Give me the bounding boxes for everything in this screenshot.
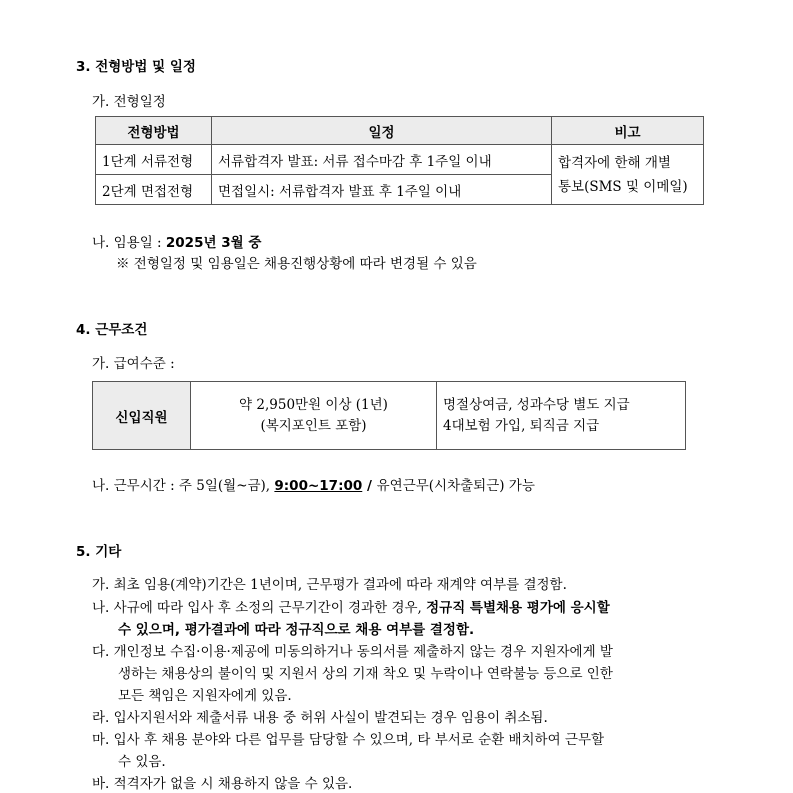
- note-line-1: 합격자에 한해 개별: [558, 154, 671, 171]
- salary-table: [92, 381, 686, 450]
- schedule-subheading: 가. 전형일정: [92, 94, 166, 110]
- working-hours-time: 9:00~17:00: [274, 478, 363, 494]
- misc-item-na-line1: [92, 596, 610, 616]
- section-5-heading: 5. 기타: [76, 544, 122, 560]
- misc-item-ga: 가. 최초 임용(계약)기간은 1년이며, 근무평가 결과에 따라 재계약 여부를 결정함.: [92, 577, 567, 593]
- salary-line-2: (복지포인트 포함): [260, 417, 367, 434]
- misc-item-na-line2: 수 있으며, 평가결과에 따라 정규직으로 채용 여부를 결정함.: [118, 622, 475, 638]
- misc-item-na-plain: 나. 사규에 따라 입사 후 소정의 근무기간이 경과한 경우,: [92, 600, 427, 616]
- appointment-date-value: 2025년 3월 중: [165, 235, 262, 251]
- misc-item-ma-line1: 마. 입사 후 채용 분야와 다른 업무를 담당할 수 있으며, 타 부서로 순환 배치하여 근무할: [92, 732, 605, 748]
- benefit-line-1: 명절상여금, 성과수당 별도 지급: [443, 396, 630, 413]
- schedule-remark: ※ 전형일정 및 임용일은 채용진행상황에 따라 변경될 수 있음: [116, 256, 477, 272]
- working-hours-label: 나. 근무시간 : 주 5일(월~금),: [92, 478, 275, 494]
- row2-method: 2단계 면접전형: [96, 175, 212, 205]
- misc-item-da-line3: 모든 책임은 지원자에게 있음.: [118, 688, 292, 704]
- table-row: [96, 145, 704, 175]
- working-hours-line: [92, 474, 535, 494]
- row1-method: 1단계 서류전형: [96, 145, 212, 175]
- header-note: 비고: [552, 117, 704, 145]
- salary-line-1: 약 2,950만원 이상 (1년): [239, 396, 388, 413]
- misc-item-ra: 라. 입사지원서와 제출서류 내용 중 허위 사실이 발견되는 경우 임용이 취소됨.: [92, 710, 548, 726]
- misc-item-da-line1: 다. 개인정보 수집·이용·제공에 미동의하거나 동의서를 제출하지 않는 경우 지원자에게 발: [92, 644, 613, 660]
- row2-schedule: 면접일시: 서류합격자 발표 후 1주일 이내: [212, 175, 552, 205]
- misc-item-ma-line2: 수 있음.: [118, 754, 166, 770]
- new-staff-label: 신입직원: [93, 382, 191, 450]
- note-line-2: 통보(SMS 및 이메일): [558, 178, 688, 195]
- salary-cell: [191, 382, 437, 450]
- appointment-date-label: 나. 임용일 :: [92, 235, 166, 251]
- misc-item-da-line2: 생하는 채용상의 불이익 및 지원서 상의 기재 착오 및 누락이나 연락불능 등으로 인한: [118, 666, 613, 682]
- note-cell: [552, 145, 704, 205]
- section-3-heading: 3. 전형방법 및 일정: [76, 59, 196, 75]
- working-hours-separator: /: [362, 478, 377, 494]
- section-4-heading: 4. 근무조건: [76, 322, 148, 338]
- appointment-date-line: [92, 231, 261, 251]
- header-schedule: 일정: [212, 117, 552, 145]
- benefit-line-2: 4대보험 가입, 퇴직금 지급: [443, 417, 600, 434]
- row1-schedule: 서류합격자 발표: 서류 접수마감 후 1주일 이내: [212, 145, 552, 175]
- flexible-work-note: 유연근무(시차출퇴근) 가능: [376, 478, 535, 494]
- misc-item-na-bold: 정규직 특별채용 평가에 응시할: [426, 600, 610, 616]
- header-method: 전형방법: [96, 117, 212, 145]
- schedule-table: [95, 116, 704, 205]
- salary-subheading: 가. 급여수준 :: [92, 356, 175, 372]
- benefit-cell: [437, 382, 686, 450]
- misc-item-ba: 바. 적격자가 없을 시 채용하지 않을 수 있음.: [92, 776, 353, 792]
